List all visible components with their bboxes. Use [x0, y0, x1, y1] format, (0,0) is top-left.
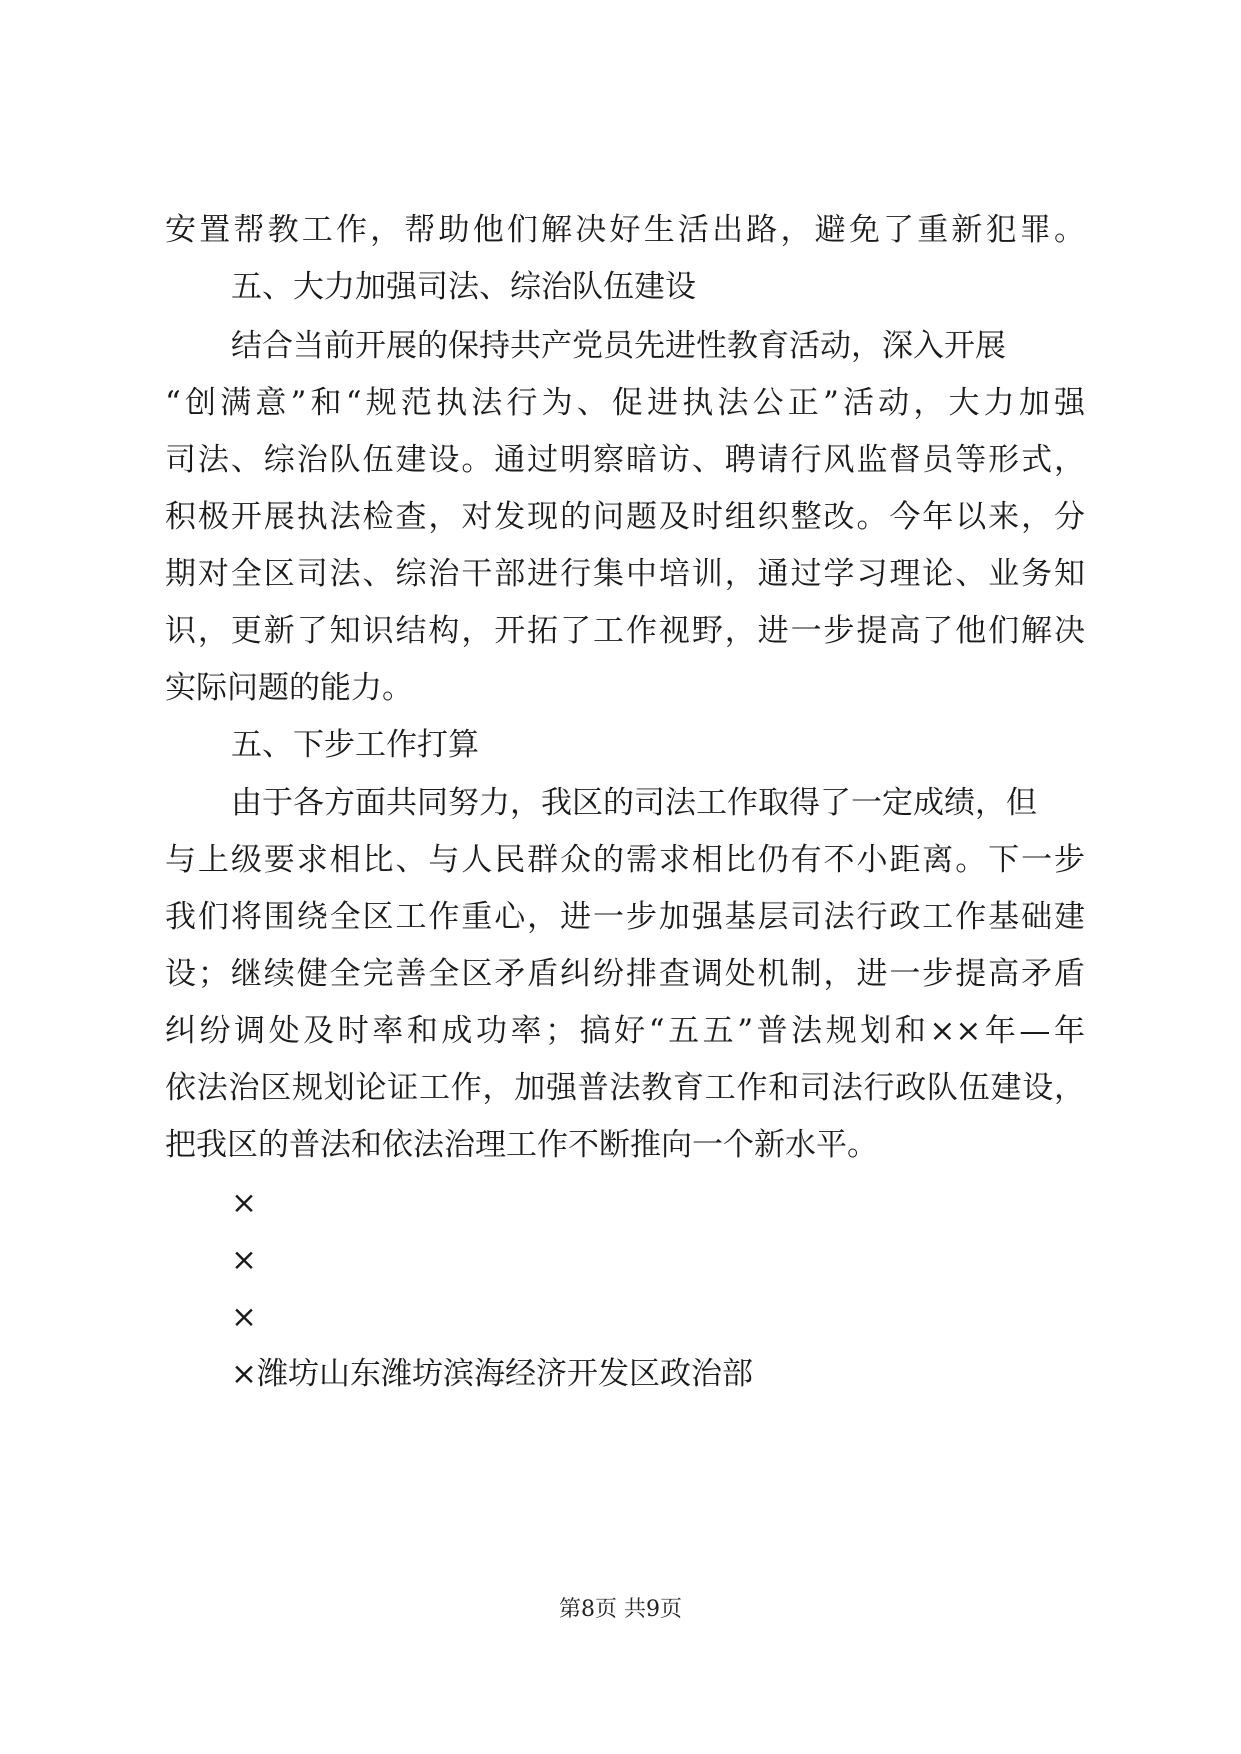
section-heading: 五、下步工作打算: [231, 727, 479, 763]
paragraph-first-line: 由于各方面共同努力，我区的司法工作取得了一定成绩，但: [231, 785, 1037, 821]
body-line: 安置帮教工作，帮助他们解决好生活出路，避免了重新犯罪。: [165, 212, 1085, 248]
body-line: 把我区的普法和依法治理工作不断推向一个新水平。: [165, 1127, 878, 1163]
placeholder-mark: ×: [231, 1299, 257, 1335]
body-line: “创满意”和“规范执法行为、促进执法公正”活动，大力加强: [165, 385, 1085, 421]
placeholder-mark: ×: [231, 1242, 257, 1278]
body-line: 设；继续健全完善全区矛盾纠纷排查调处机制，进一步提高矛盾: [165, 956, 1085, 992]
body-line: 与上级要求相比、与人民群众的需求相比仍有不小距离。下一步: [165, 842, 1085, 878]
body-line: 积极开展执法检查，对发现的问题及时组织整改。今年以来，分: [165, 499, 1085, 535]
body-line: 纠纷调处及时率和成功率；搞好“五五”普法规划和××年—年: [165, 1013, 1085, 1049]
body-line: 实际问题的能力。: [165, 670, 413, 706]
paragraph-first-line: 结合当前开展的保持共产党员先进性教育活动，深入开展: [231, 328, 1006, 364]
placeholder-mark: ×: [231, 1185, 257, 1221]
page-number-footer: 第8页 共9页: [559, 1597, 682, 1622]
body-line: 我们将围绕全区工作重心，进一步加强基层司法行政工作基础建: [165, 899, 1085, 935]
body-line: 司法、综治队伍建设。通过明察暗访、聘请行风监督员等形式，: [165, 442, 1085, 478]
body-line: 识，更新了知识结构，开拓了工作视野，进一步提高了他们解决: [165, 613, 1085, 649]
section-heading: 五、大力加强司法、综治队伍建设: [231, 269, 696, 305]
signature-line: ×潍坊山东潍坊滨海经济开发区政治部: [231, 1356, 753, 1392]
body-line: 期对全区司法、综治干部进行集中培训，通过学习理论、业务知: [165, 556, 1085, 592]
body-line: 依法治区规划论证工作，加强普法教育工作和司法行政队伍建设，: [165, 1070, 1085, 1106]
